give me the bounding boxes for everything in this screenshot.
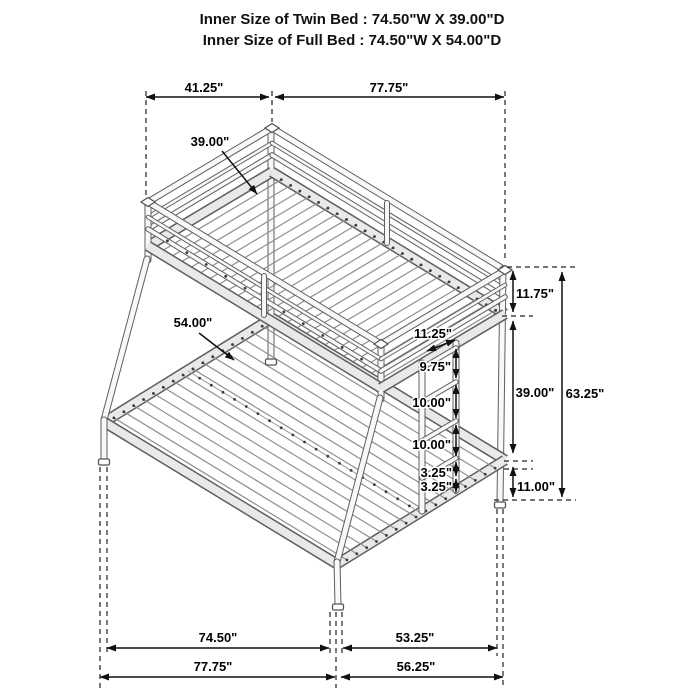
dim-ladder-s1-label: 9.75" [419, 359, 451, 374]
dim-bottom-side-inner-label: 53.25" [395, 630, 435, 645]
title-twin-inner-size: Inner Size of Twin Bed : 74.50"W X 39.00"D [199, 11, 505, 28]
dim-top-right-label: 77.75" [369, 80, 409, 95]
dim-bottom-full-inner-label: 74.50" [198, 630, 238, 645]
dim-full-depth-label: 54.00" [173, 315, 213, 330]
dim-twin-depth-label: 39.00" [190, 134, 230, 149]
dim-right-bottom-label: 11.00" [517, 479, 555, 494]
dim-bottom-side-outer-label: 56.25" [396, 659, 436, 674]
dim-top-left-label: 41.25" [184, 80, 224, 95]
dim-right-mid-label: 39.00" [515, 385, 555, 400]
dim-bottom-full-outer-label: 77.75" [193, 659, 233, 674]
dim-ladder-s4-label: 3.25" [420, 465, 452, 480]
dim-right-total-label: 63.25" [565, 386, 605, 401]
dimension-annotations [100, 11, 604, 688]
dim-ladder-s5-label: 3.25" [420, 479, 452, 494]
dim-ladder-s3-label: 10.00" [412, 437, 451, 452]
dim-right-top-label: 11.75" [516, 286, 554, 301]
dim-ladder-width-label: 11.25" [414, 326, 452, 341]
dim-ladder-s2-label: 10.00" [412, 395, 451, 410]
title-full-inner-size: Inner Size of Full Bed : 74.50"W X 54.00"D [202, 32, 502, 49]
